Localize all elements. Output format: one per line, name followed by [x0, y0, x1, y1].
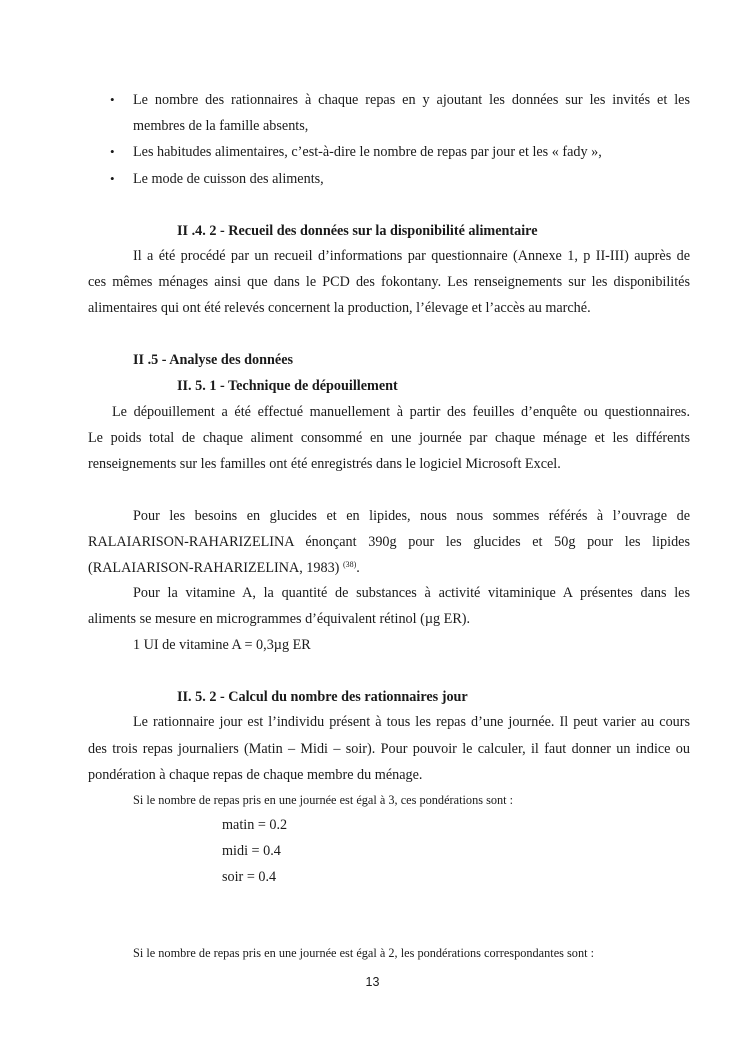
bullet-2-text: Les habitudes alimentaires, c’est-à-dire le nombre de repas par jour et les « fady »,	[133, 144, 602, 160]
paragraph-line: Le dépouillement a été effectué manuellement à partir des feuilles d’enquête ou questionnaires.	[112, 404, 690, 420]
paragraph-line: Le poids total de chaque aliment consommé en une journée par chaque ménage et les différents	[88, 430, 690, 446]
weights-note-2-meals: Si le nombre de repas pris en une journée est égal à 2, les pondérations correspondantes sont :	[133, 946, 595, 960]
sentence-end: .	[356, 560, 360, 576]
section-heading-2-5: II .5 - Analyse des données	[133, 352, 294, 368]
weight-matin: matin = 0.2	[222, 817, 288, 833]
bullet-1-line-2: membres de la famille absents,	[133, 118, 309, 134]
paragraph-line: alimentaires qui ont été relevés concernent la production, l’élevage et l’accès au marché.	[88, 300, 591, 316]
bullet-icon: •	[110, 171, 115, 186]
citation-text: (RALAIARISON-RAHARIZELINA, 1983)	[88, 560, 340, 576]
paragraph-line: Le rationnaire jour est l’individu présent à tous les repas d’une journée. Il peut varier au cours	[133, 714, 690, 730]
paragraph-line: ces mêmes ménages ainsi que dans le PCD des fokontany. Les renseignements sur les disponibilités	[88, 274, 690, 290]
paragraph-line: Il a été procédé par un recueil d’informations par questionnaire (Annexe 1, p II-III) auprès de	[133, 248, 690, 264]
paragraph-line: renseignements sur les familles ont été enregistrés dans le logiciel Microsoft Excel.	[88, 456, 561, 472]
section-heading-2-4-2: II .4. 2 - Recueil des données sur la disponibilité alimentaire	[177, 223, 538, 239]
weight-soir: soir = 0.4	[222, 869, 277, 885]
bullet-3-text: Le mode de cuisson des aliments,	[133, 171, 324, 187]
paragraph-line-with-reference	[88, 558, 360, 578]
bullet-icon: •	[110, 144, 115, 159]
section-heading-2-5-1: II. 5. 1 - Technique de dépouillement	[177, 378, 398, 394]
bullet-icon: •	[110, 92, 115, 107]
page-number: 13	[365, 975, 380, 989]
section-heading-2-5-2: II. 5. 2 - Calcul du nombre des rationnaires jour	[177, 689, 468, 705]
bullet-1-line-1: Le nombre des rationnaires à chaque repas en y ajoutant les données sur les invités et les	[133, 92, 690, 108]
paragraph-line: pondération à chaque repas de chaque membre du ménage.	[88, 767, 423, 783]
weight-midi: midi = 0.4	[222, 843, 281, 859]
paragraph-line: des trois repas journaliers (Matin – Midi – soir). Pour pouvoir le calculer, il faut donner un indice ou	[88, 741, 690, 757]
weights-note-3-meals: Si le nombre de repas pris en une journée est égal à 3, ces pondérations sont :	[133, 793, 514, 807]
paragraph-line: Pour la vitamine A, la quantité de substances à activité vitaminique A présentes dans les	[133, 585, 690, 601]
paragraph-line: RALAIARISON-RAHARIZELINA énonçant 390g pour les glucides et 50g pour les lipides	[88, 534, 690, 550]
reference-number: (38)	[342, 560, 357, 569]
paragraph-line: Pour les besoins en glucides et en lipides, nous nous sommes référés à l’ouvrage de	[133, 508, 690, 524]
paragraph-line: aliments se mesure en microgrammes d’équivalent rétinol (µg ER).	[88, 611, 471, 627]
formula-line: 1 UI de vitamine A = 0,3µg ER	[133, 637, 311, 653]
